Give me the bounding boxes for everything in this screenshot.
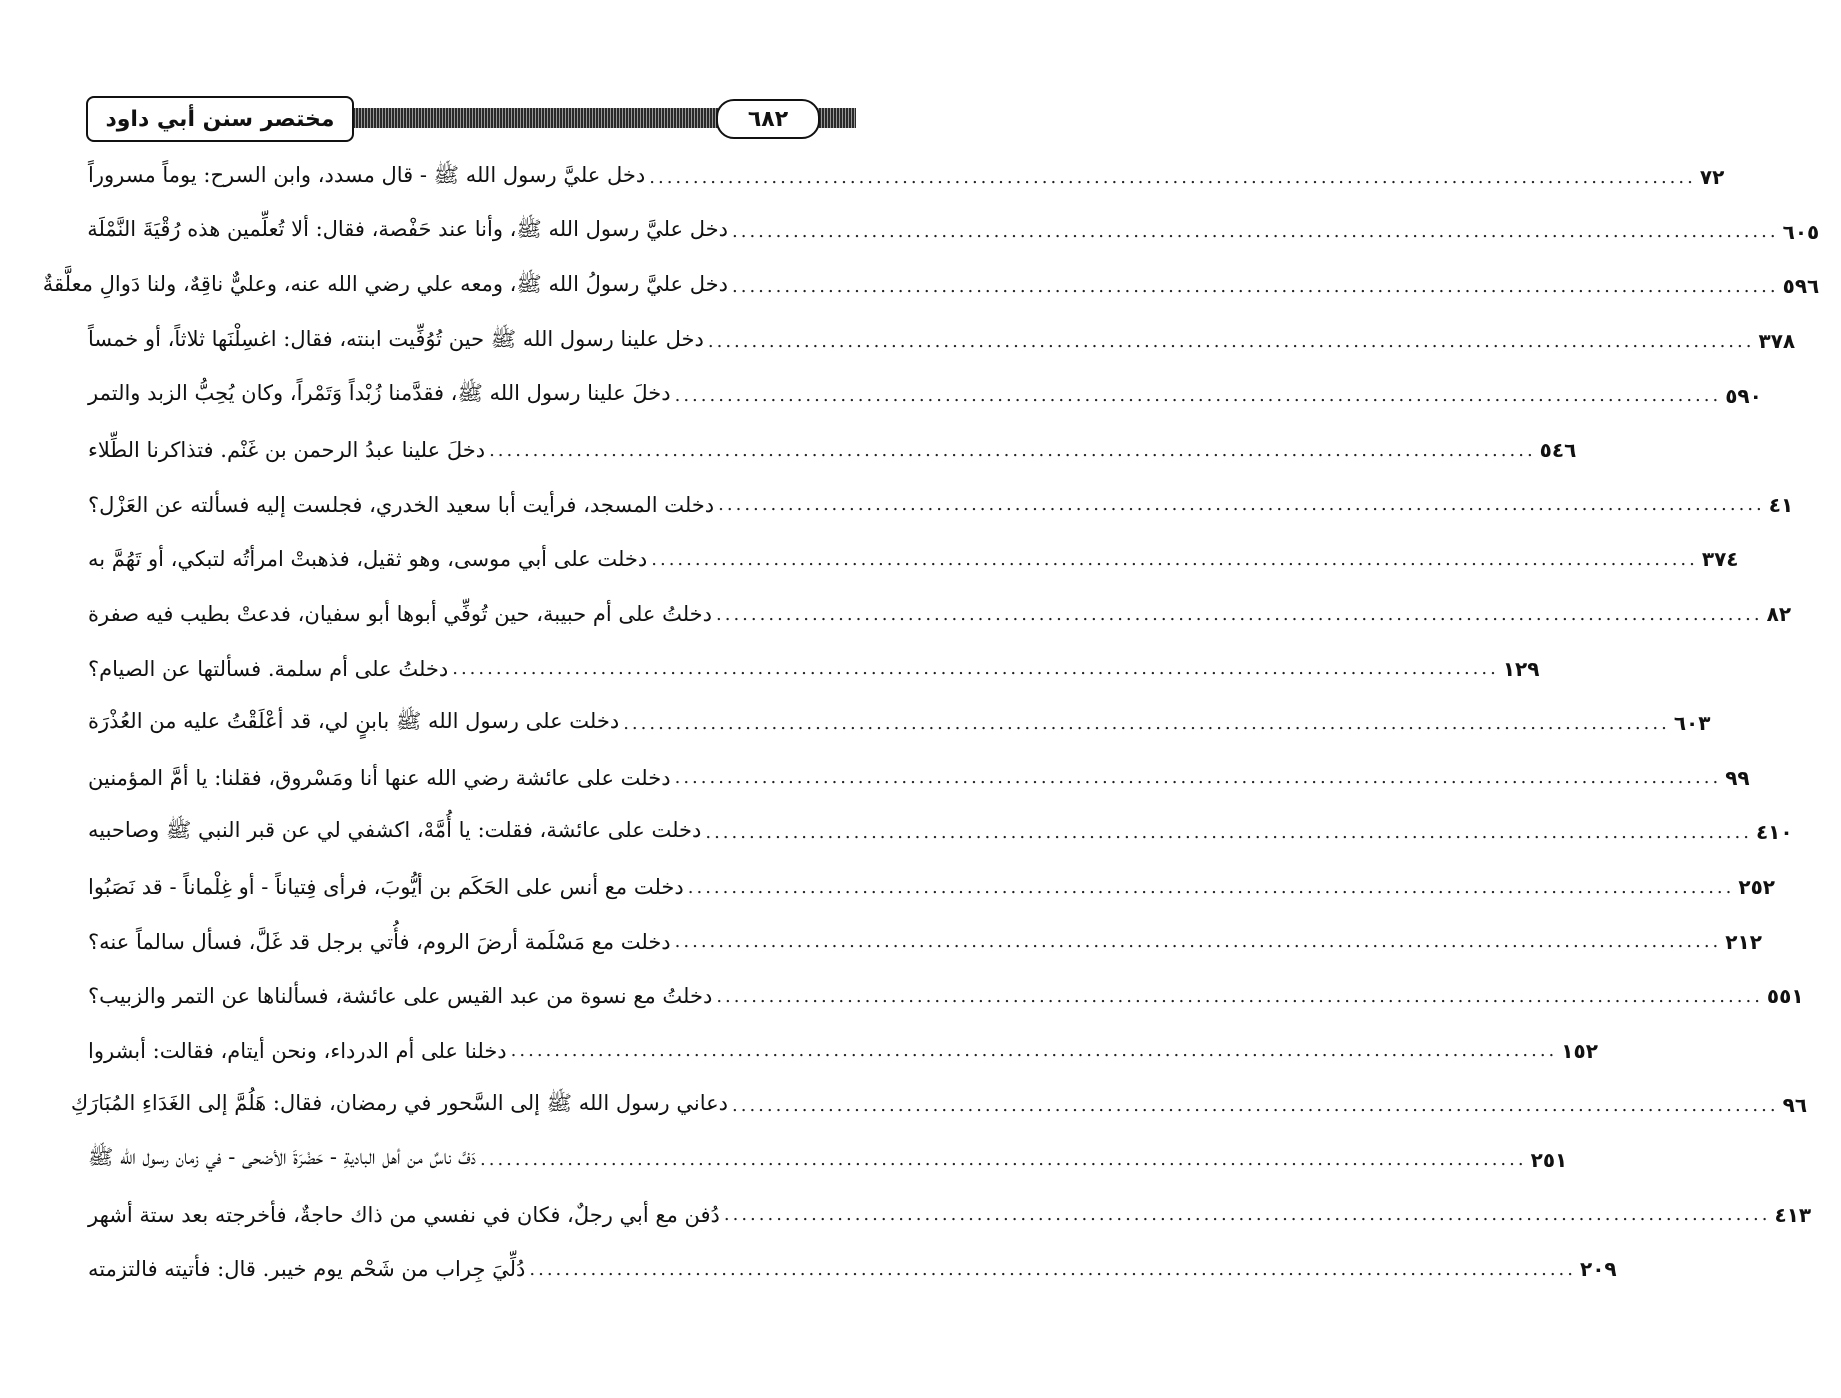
leader-dots: ........................................................................................................................ xyxy=(452,658,1499,680)
leader-dots: ........................................................................................................................ xyxy=(674,385,1722,407)
entry-text: دخلت على رسول الله ﷺ بابنٍ لي، قد أعْلَقْتُ عليه من العُذْرَة xyxy=(88,708,620,733)
entry-text: دخل عليَّ رسول الله ﷺ، وأنا عند حَفْصة، فقال: ألا تُعلِّمين هذه رُقْيَةَ النَّمْلَة xyxy=(87,217,728,242)
leader-dots: ........................................................................................................................ xyxy=(687,876,1735,898)
index-entry xyxy=(88,314,1796,369)
leader-dots: ........................................................................................................................ xyxy=(529,1258,1576,1280)
entry-text: دخلت مع أنس على الحَكَم بن أيُّوبَ، فرأى فِتياناً - أو غِلْماناً - قد نَصَبُوا xyxy=(88,875,684,900)
leader-dots: ........................................................................................................................ xyxy=(623,712,1670,734)
index-entry xyxy=(88,587,1792,642)
entry-text: دخلَ علينا رسول الله ﷺ، فقدَّمنا زُبْداً وَتَمْراً، وكان يُحِبُّ الزبد والتمر xyxy=(88,381,671,406)
leader-dots: ........................................................................................................................ xyxy=(716,603,1763,625)
index-entry xyxy=(88,1133,1568,1188)
entry-page-number: ٤١ xyxy=(1768,492,1794,517)
leader-dots: ........................................................................................................................ xyxy=(649,166,1696,188)
leader-dots: ........................................................................................................................ xyxy=(510,1040,1558,1062)
entry-page-number: ٦٠٥ xyxy=(1782,219,1820,244)
index-entry xyxy=(88,478,1794,533)
header-rule-band xyxy=(341,108,756,128)
entry-page-number: ١٥٢ xyxy=(1561,1038,1598,1063)
entry-page-number: ٢٥٢ xyxy=(1738,875,1775,900)
page-number: ٦٨٢ xyxy=(716,99,820,139)
entry-page-number: ٥٩٠ xyxy=(1725,383,1762,408)
index-entry xyxy=(88,914,1762,969)
page-header xyxy=(86,96,856,142)
index-entry xyxy=(88,1024,1598,1079)
entry-page-number: ٢٠٩ xyxy=(1580,1257,1617,1282)
entry-page-number: ٥٩٦ xyxy=(1782,274,1820,299)
leader-dots: ........................................................................................................................ xyxy=(674,767,1722,789)
entry-text: دخل علينا رسول الله ﷺ حين تُوُفِّيت ابنته، فقال: اغسِلْنَها ثلاثاً، أو خمساً xyxy=(88,326,704,351)
book-title: مختصر سنن أبي داود xyxy=(86,96,354,142)
index-entry xyxy=(88,969,1804,1024)
entry-page-number: ٨٢ xyxy=(1766,602,1792,627)
index-entry xyxy=(88,860,1775,915)
entry-text: دخلتُ على أم سلمة. فسألتها عن الصيام؟ xyxy=(88,656,449,681)
leader-dots: ........................................................................................................................ xyxy=(674,931,1722,953)
entry-text: دخلتُ مع نسوة من عبد القيس على عائشة، فسألناها عن التمر والزبيب؟ xyxy=(88,984,713,1009)
index-entry xyxy=(88,751,1750,806)
leader-dots: ........................................................................................................................ xyxy=(480,1149,1527,1171)
entry-page-number: ٩٦ xyxy=(1782,1093,1808,1118)
entry-page-number: ٧٢ xyxy=(1699,165,1725,190)
entry-text: دعاني رسول الله ﷺ إلى السَّحور في رمضان، فقال: هَلُمَّ إلى الغَدَاءِ المُبَارَكِ xyxy=(70,1090,728,1115)
leader-dots: ........................................................................................................................ xyxy=(732,275,1779,297)
index-entry xyxy=(88,641,1540,696)
entry-text: دخلت على عائشة، فقلت: يا أُمَّهْ، اكشفي لي عن قبر النبي ﷺ وصاحبيه xyxy=(88,817,702,842)
entry-page-number: ٢٥١ xyxy=(1530,1147,1568,1172)
entry-page-number: ٣٧٤ xyxy=(1701,547,1739,572)
leader-dots: ........................................................................................................................ xyxy=(718,494,1765,516)
index-entry xyxy=(88,423,1577,478)
leader-dots: ........................................................................................................................ xyxy=(732,221,1779,243)
leader-dots: ........................................................................................................................ xyxy=(651,548,1698,570)
entry-page-number: ٦٠٣ xyxy=(1673,711,1711,736)
index-entry xyxy=(70,1078,1808,1133)
entry-page-number: ٩٩ xyxy=(1725,765,1750,790)
leader-dots: ........................................................................................................................ xyxy=(732,1094,1779,1116)
index-entry xyxy=(87,205,1820,260)
index-entry xyxy=(88,696,1711,751)
leader-dots: ........................................................................................................................ xyxy=(707,330,1755,352)
entry-page-number: ٥٤٦ xyxy=(1539,438,1577,463)
entry-text: دخلتُ على أم حبيبة، حين تُوفِّي أبوها أبو سفيان، فدعتْ بطيب فيه صفرة xyxy=(88,602,713,627)
index-entry xyxy=(88,532,1739,587)
index-entry xyxy=(88,1187,1812,1242)
index-entry xyxy=(88,368,1762,423)
entry-text: دخل عليَّ رسول الله ﷺ - قال مسدد، وابن السرح: يوماً مسروراً xyxy=(88,162,646,187)
entry-text: دخلنا على أم الدرداء، ونحن أيتام، فقالت: أبشروا xyxy=(88,1038,507,1063)
entry-text: دخلت على عائشة رضي الله عنها أنا ومَسْروق، فقلنا: يا أمَّ المؤمنين xyxy=(88,765,671,790)
entry-text: دخلت على أبي موسى، وهو ثقيل، فذهبتْ امرأتُه لتبكي، أو تَهُمَّ به xyxy=(88,547,648,572)
leader-dots: ........................................................................................................................ xyxy=(723,1204,1771,1226)
entry-page-number: ٥٥١ xyxy=(1766,984,1804,1009)
header-rule-band-end xyxy=(816,108,856,128)
entry-text: دخلت مع مَسْلَمة أرضَ الروم، فأُتي برجل قد غَلَّ، فسأل سالماً عنه؟ xyxy=(88,929,671,954)
index-entry xyxy=(42,259,1820,314)
entry-text: دخلَ علينا عبدُ الرحمن بن غَنْم. فتذاكرنا الطِّلاء xyxy=(88,438,486,463)
entry-page-number: ٢١٢ xyxy=(1725,929,1762,954)
entry-text: دَفَّ ناسٌ من أهل الباديةِ - حَضْرَةَ الأضحى - في زمان رسول الله ﷺ xyxy=(88,1145,476,1170)
entry-text: دخل عليَّ رسولُ الله ﷺ، ومعه علي رضي الله عنه، وعليٌّ ناقِهٌ، ولنا دَوالِ معلَّقةٌ xyxy=(42,271,728,296)
entry-page-number: ٤١٣ xyxy=(1774,1202,1812,1227)
leader-dots: ........................................................................................................................ xyxy=(489,439,1536,461)
leader-dots: ........................................................................................................................ xyxy=(716,985,1763,1007)
index-entry xyxy=(88,150,1725,205)
entry-text: دُفن مع أبي رجلٌ، فكان في نفسي من ذاك حاجةٌ، فأخرجته بعد ستة أشهر xyxy=(88,1202,720,1227)
hadith-index-list xyxy=(42,150,1820,1296)
index-entry xyxy=(88,1242,1617,1297)
leader-dots: ........................................................................................................................ xyxy=(705,821,1752,843)
entry-text: دخلت المسجد، فرأيت أبا سعيد الخدري، فجلست إليه فسألته عن العَزْل؟ xyxy=(88,492,715,517)
entry-page-number: ٤١٠ xyxy=(1755,820,1793,845)
entry-page-number: ٣٧٨ xyxy=(1758,329,1796,354)
index-entry xyxy=(88,805,1793,860)
entry-page-number: ١٢٩ xyxy=(1502,656,1540,681)
entry-text: دُلِّيَ جِراب من شَحْم يوم خيبر. قال: فأتيته فالتزمته xyxy=(88,1257,526,1282)
